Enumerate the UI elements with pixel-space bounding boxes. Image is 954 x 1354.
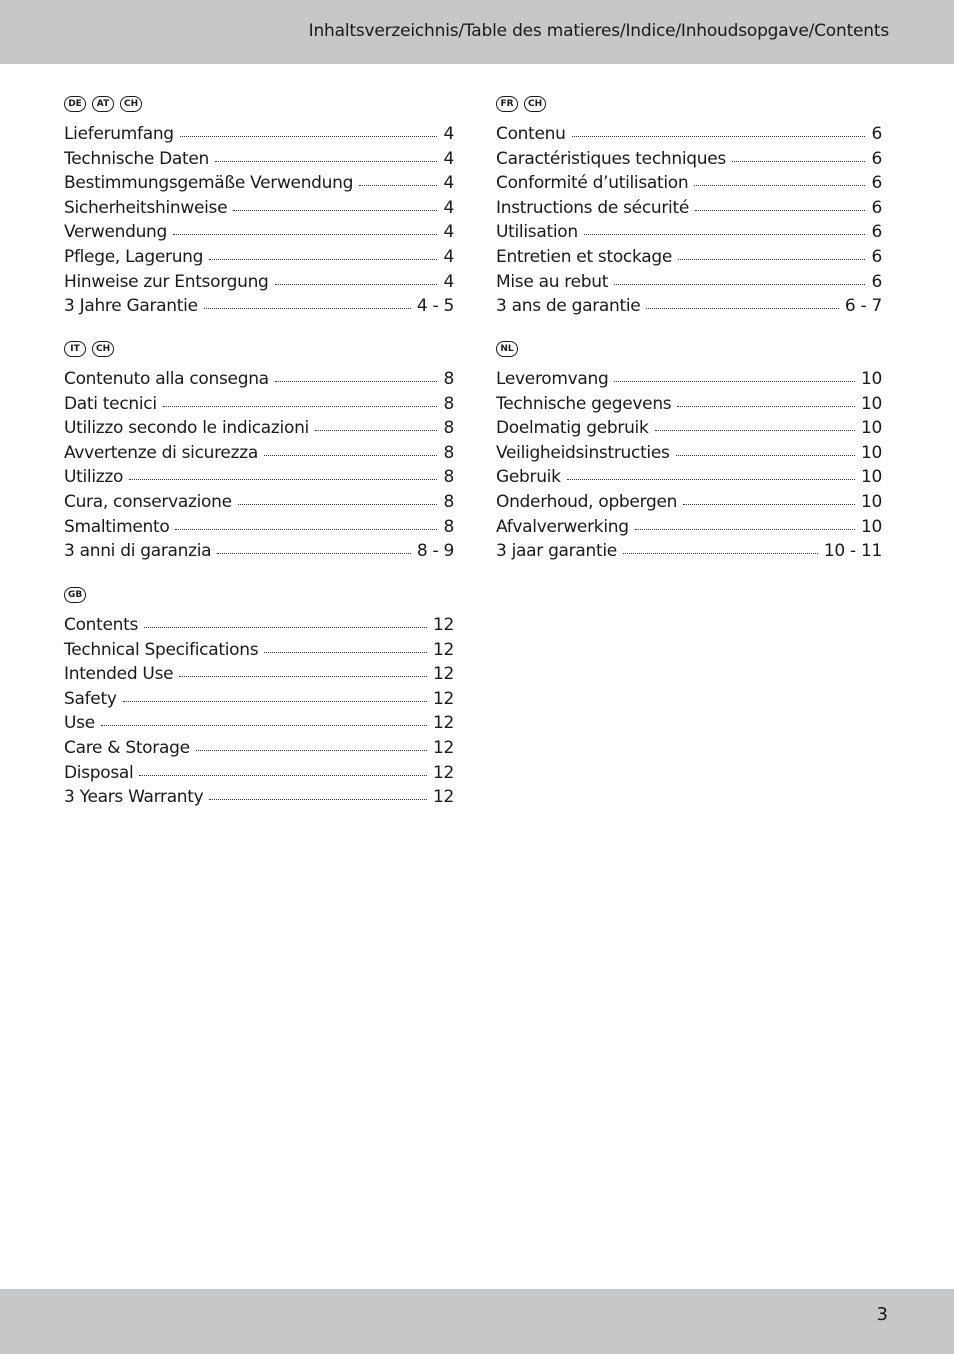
dot-leader bbox=[635, 529, 855, 530]
dot-leader bbox=[567, 479, 855, 480]
dot-leader bbox=[623, 553, 818, 554]
country-badge-de: DE bbox=[64, 96, 86, 112]
toc-entry bbox=[496, 394, 882, 419]
country-badge-gb: GB bbox=[64, 587, 86, 603]
dot-leader bbox=[209, 799, 427, 800]
toc-entry-label: Pflege, Lagerung bbox=[64, 246, 204, 267]
dot-leader bbox=[123, 701, 427, 702]
dot-leader bbox=[359, 185, 437, 186]
toc-entry-page: 12 bbox=[432, 737, 454, 758]
dot-leader bbox=[678, 259, 865, 260]
toc-entry bbox=[496, 296, 882, 321]
toc-entry-page: 8 bbox=[443, 442, 454, 463]
toc-entry-page: 6 bbox=[871, 271, 882, 292]
dot-leader bbox=[732, 161, 866, 162]
toc-entry-page: 10 bbox=[860, 369, 882, 389]
toc-section-nl bbox=[496, 341, 882, 566]
toc-section-fr bbox=[496, 96, 882, 321]
toc-entry-page: 10 bbox=[860, 393, 882, 414]
toc-entry-page: 4 bbox=[443, 148, 454, 169]
toc-entry bbox=[64, 517, 454, 542]
page-title: Inhaltsverzeichnis/Table des matieres/Indice/Inhoudsopgave/Contents bbox=[308, 21, 889, 41]
toc-entry bbox=[64, 296, 454, 321]
dot-leader bbox=[264, 652, 427, 653]
toc-entry-label: Cura, conservazione bbox=[64, 491, 232, 512]
toc-entry-label: Utilizzo secondo le indicazioni bbox=[64, 418, 309, 439]
dot-leader bbox=[163, 406, 438, 407]
toc-entry bbox=[496, 467, 882, 492]
header-bar bbox=[0, 0, 954, 64]
toc-entry bbox=[64, 787, 454, 812]
toc-entry bbox=[64, 664, 454, 689]
toc-entry bbox=[496, 418, 882, 443]
dot-leader bbox=[175, 529, 437, 530]
toc-entry-page: 10 - 11 bbox=[823, 541, 882, 562]
toc-entry-label: 3 anni di garanzia bbox=[64, 541, 212, 562]
toc-entry bbox=[496, 124, 882, 149]
dot-leader bbox=[173, 234, 437, 235]
toc-entry-label: Instructions de sécurité bbox=[496, 197, 689, 218]
toc-entry-label: 3 Jahre Garantie bbox=[64, 296, 198, 317]
toc-entry-label: Veiligheidsinstructies bbox=[496, 442, 670, 463]
toc-entry-page: 6 bbox=[871, 124, 882, 144]
toc-entry-label: Onderhoud, opbergen bbox=[496, 491, 678, 512]
toc-entry bbox=[496, 369, 882, 394]
toc-entry-page: 6 - 7 bbox=[844, 296, 882, 317]
toc-entry-page: 8 bbox=[443, 418, 454, 439]
country-badge-ch: CH bbox=[524, 96, 546, 112]
toc-entry-label: Conformité d’utilisation bbox=[496, 173, 689, 194]
dot-leader bbox=[676, 455, 855, 456]
dot-leader bbox=[683, 504, 855, 505]
toc-entry-page: 6 bbox=[871, 173, 882, 194]
toc-entry-label: Smaltimento bbox=[64, 516, 170, 537]
toc-entry bbox=[496, 247, 882, 272]
toc-entry-label: Contenu bbox=[496, 124, 566, 144]
dot-leader bbox=[179, 676, 427, 677]
toc-entry bbox=[64, 198, 454, 223]
dot-leader bbox=[584, 234, 866, 235]
dot-leader bbox=[209, 259, 437, 260]
toc-entry-page: 12 bbox=[432, 787, 454, 808]
dot-leader bbox=[614, 381, 854, 382]
toc-entry bbox=[496, 443, 882, 468]
country-badge-fr: FR bbox=[496, 96, 518, 112]
dot-leader bbox=[215, 161, 437, 162]
toc-entry bbox=[64, 247, 454, 272]
toc-entry-page: 4 bbox=[443, 197, 454, 218]
footer-bar bbox=[0, 1289, 954, 1354]
toc-entry-label: Verwendung bbox=[64, 222, 168, 243]
toc-entry bbox=[496, 198, 882, 223]
toc-entry bbox=[496, 222, 882, 247]
country-badges bbox=[496, 341, 882, 363]
toc-entry-label: Entretien et stockage bbox=[496, 246, 672, 267]
toc-entry-page: 8 bbox=[443, 491, 454, 512]
toc-entry-label: Caractéristiques techniques bbox=[496, 148, 726, 169]
country-badge-ch: CH bbox=[120, 96, 142, 112]
country-badges bbox=[64, 96, 454, 118]
toc-entry-label: Lieferumfang bbox=[64, 124, 174, 144]
dot-leader bbox=[101, 725, 427, 726]
toc-entry-label: Technical Specifications bbox=[64, 639, 259, 660]
dot-leader bbox=[204, 308, 411, 309]
toc-entry bbox=[64, 418, 454, 443]
toc-entry-page: 10 bbox=[860, 516, 882, 537]
toc-entry-page: 12 bbox=[432, 688, 454, 709]
toc-entry bbox=[64, 492, 454, 517]
toc-entry-page: 6 bbox=[871, 197, 882, 218]
toc-entry bbox=[64, 222, 454, 247]
toc-entry bbox=[64, 369, 454, 394]
toc-entry-page: 12 bbox=[432, 615, 454, 635]
toc-entry-page: 6 bbox=[871, 148, 882, 169]
toc-section-de bbox=[64, 96, 454, 321]
dot-leader bbox=[180, 136, 438, 137]
toc-entry-label: Use bbox=[64, 713, 95, 734]
country-badges bbox=[64, 341, 454, 363]
toc-entry-page: 10 bbox=[860, 418, 882, 439]
toc-entry-page: 12 bbox=[432, 664, 454, 685]
country-badge-at: AT bbox=[92, 96, 114, 112]
toc-entry-label: 3 jaar garantie bbox=[496, 541, 617, 562]
toc-entry-label: Dati tecnici bbox=[64, 393, 157, 414]
toc-entry bbox=[496, 173, 882, 198]
country-badges bbox=[64, 587, 454, 609]
toc-entry-page: 12 bbox=[432, 713, 454, 734]
toc-entry-page: 12 bbox=[432, 762, 454, 783]
country-badge-it: IT bbox=[64, 341, 86, 357]
dot-leader bbox=[233, 210, 437, 211]
toc-entry bbox=[64, 763, 454, 788]
toc-entry-page: 12 bbox=[432, 639, 454, 660]
toc-entry bbox=[496, 517, 882, 542]
country-badges bbox=[496, 96, 882, 118]
dot-leader bbox=[275, 284, 438, 285]
dot-leader bbox=[196, 750, 427, 751]
toc-entry-label: Sicherheitshinweise bbox=[64, 197, 228, 218]
toc-entry bbox=[64, 541, 454, 566]
toc-entry-label: Technische gegevens bbox=[496, 393, 672, 414]
page-number: 3 bbox=[876, 1304, 888, 1325]
toc-entry-label: Leveromvang bbox=[496, 369, 609, 389]
toc-section-it bbox=[64, 341, 454, 566]
toc-entry-page: 10 bbox=[860, 442, 882, 463]
dot-leader bbox=[655, 430, 855, 431]
toc-entry-label: Care & Storage bbox=[64, 737, 190, 758]
toc-entry-page: 4 bbox=[443, 124, 454, 144]
toc-entry-label: Intended Use bbox=[64, 664, 174, 685]
toc-entry bbox=[496, 149, 882, 174]
toc-entry bbox=[64, 124, 454, 149]
country-badge-ch: CH bbox=[92, 341, 114, 357]
toc-entry-label: 3 Years Warranty bbox=[64, 787, 204, 808]
toc-entry bbox=[64, 443, 454, 468]
toc-entry bbox=[64, 394, 454, 419]
toc-entry-page: 4 - 5 bbox=[416, 296, 454, 317]
toc-entry-page: 6 bbox=[871, 222, 882, 243]
toc-entry-page: 4 bbox=[443, 173, 454, 194]
toc-entry bbox=[64, 640, 454, 665]
toc-entry bbox=[64, 173, 454, 198]
dot-leader bbox=[275, 381, 438, 382]
dot-leader bbox=[129, 479, 437, 480]
toc-entry-label: Hinweise zur Entsorgung bbox=[64, 271, 269, 292]
toc-entry bbox=[64, 272, 454, 297]
toc-entry-label: Doelmatig gebruik bbox=[496, 418, 649, 439]
toc-entry bbox=[64, 738, 454, 763]
toc-entry bbox=[496, 541, 882, 566]
toc-entry bbox=[64, 467, 454, 492]
toc-entry-page: 10 bbox=[860, 467, 882, 488]
toc-entry-label: 3 ans de garantie bbox=[496, 296, 641, 317]
toc-entry-label: Safety bbox=[64, 688, 117, 709]
toc-entry-page: 4 bbox=[443, 246, 454, 267]
toc-entry-page: 4 bbox=[443, 271, 454, 292]
toc-entry-label: Utilizzo bbox=[64, 467, 124, 488]
toc-entry bbox=[64, 689, 454, 714]
toc-entry-page: 4 bbox=[443, 222, 454, 243]
toc-entry bbox=[64, 615, 454, 640]
toc-entry-label: Utilisation bbox=[496, 222, 578, 243]
toc-entry-page: 8 bbox=[443, 467, 454, 488]
dot-leader bbox=[238, 504, 438, 505]
toc-entry-page: 6 bbox=[871, 246, 882, 267]
country-badge-nl: NL bbox=[496, 341, 518, 357]
dot-leader bbox=[315, 430, 437, 431]
dot-leader bbox=[217, 553, 411, 554]
dot-leader bbox=[139, 775, 426, 776]
toc-entry-label: Contenuto alla consegna bbox=[64, 369, 269, 389]
toc-section-gb bbox=[64, 587, 454, 812]
toc-entry-label: Bestimmungsgemäße Verwendung bbox=[64, 173, 354, 194]
toc-entry-page: 8 - 9 bbox=[416, 541, 454, 562]
toc-entry-label: Disposal bbox=[64, 762, 134, 783]
toc-entry bbox=[496, 492, 882, 517]
toc-entry-label: Contents bbox=[64, 615, 139, 635]
toc-entry-page: 8 bbox=[443, 516, 454, 537]
dot-leader bbox=[614, 284, 865, 285]
toc-entry bbox=[64, 149, 454, 174]
toc-entry bbox=[496, 272, 882, 297]
toc-entry-label: Technische Daten bbox=[64, 148, 210, 169]
toc-entry-label: Avvertenze di sicurezza bbox=[64, 442, 258, 463]
toc-entry-label: Gebruik bbox=[496, 467, 561, 488]
dot-leader bbox=[694, 185, 865, 186]
dot-leader bbox=[144, 627, 427, 628]
dot-leader bbox=[264, 455, 438, 456]
toc-entry-page: 8 bbox=[443, 369, 454, 389]
toc-entry bbox=[64, 713, 454, 738]
dot-leader bbox=[677, 406, 855, 407]
dot-leader bbox=[695, 210, 865, 211]
dot-leader bbox=[646, 308, 838, 309]
toc-entry-page: 8 bbox=[443, 393, 454, 414]
toc-entry-label: Mise au rebut bbox=[496, 271, 609, 292]
toc-entry-page: 10 bbox=[860, 491, 882, 512]
dot-leader bbox=[572, 136, 866, 137]
toc-entry-label: Afvalverwerking bbox=[496, 516, 629, 537]
